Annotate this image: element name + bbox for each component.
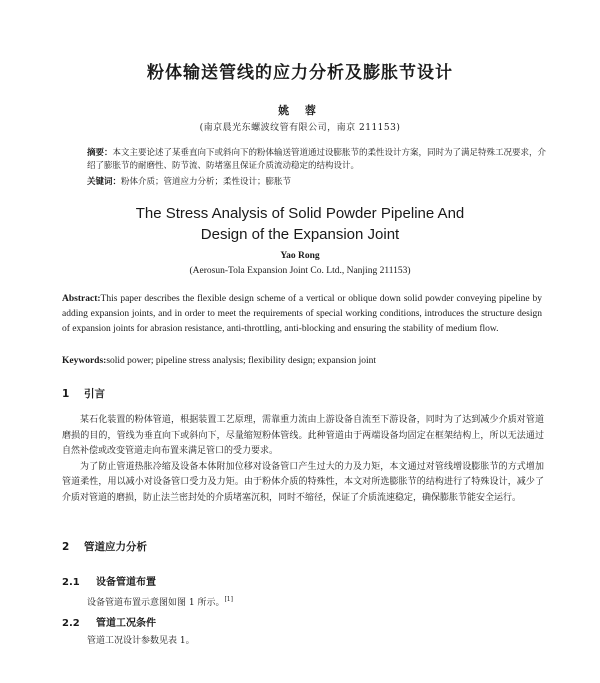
chinese-abstract-text: 本文主要论述了某垂直向下或斜向下的粉体输送管道通过设膨胀节的柔性设计方案，同时为了满足特殊工况要求，介绍了膨胀节的耐磨性、防节流、防堵塞且保证介质流动稳定的结构设计。 [87, 148, 547, 171]
citation-ref-1[interactable]: [1] [224, 596, 233, 603]
chinese-abstract-label: 摘要： [87, 148, 113, 158]
chinese-keywords [87, 176, 547, 189]
section-2-1-heading [62, 573, 156, 588]
section-2-1-text [87, 593, 233, 610]
english-abstract-label: Abstract: [62, 294, 101, 304]
chinese-abstract [87, 147, 547, 173]
english-author: Yao Rong [280, 251, 320, 261]
section-2-2-text: 管道工况设计参数见表 1。 [87, 636, 195, 646]
section-2-title: 管道应力分析 [84, 541, 147, 553]
section-1-heading [62, 386, 105, 401]
chinese-keywords-label: 关键词： [87, 177, 122, 187]
section-1-number: 1 [62, 388, 70, 400]
english-abstract [62, 292, 542, 337]
section-2-1-sentence: 设备管道布置示意图如图 1 所示。 [87, 598, 225, 608]
chinese-affiliation: (南京晨光东螺波纹管有限公司，南京 211153) [199, 123, 401, 133]
english-affiliation: (Aerosun-Tola Expansion Joint Co. Ltd., Nanjing 211153) [189, 266, 411, 276]
english-keywords-label: Keywords: [62, 356, 107, 366]
chinese-keywords-text: 粉体介质；管道应力分析；柔性设计；膨胀节 [121, 177, 292, 187]
section-2-2-heading [62, 614, 156, 629]
english-title-line-1: The Stress Analysis of Solid Powder Pipeline And [135, 205, 465, 222]
section-1-title: 引言 [84, 388, 105, 400]
section-2-2-title: 管道工况条件 [96, 618, 156, 629]
section-2-heading [62, 539, 147, 554]
section-2-2-number: 2.2 [62, 618, 80, 629]
english-keywords-text: solid power; pipeline stress analysis; flexibility design; expansion joint [106, 356, 376, 366]
section-1-paragraph-1: 某石化装置的粉体管道，根据装置工艺原理，需靠重力流由上游设备自流至下游设备，同时为了达到减少介质对管道磨损的目的，管线为垂直向下或斜向下，尽量缩短粉体管线。此种管道由于两端设备均固定在框架结构上，所以无法通过自然补偿或改变管道走向布置来满足管口的受力要求。 [62, 415, 544, 456]
section-1-body [62, 413, 544, 506]
english-abstract-text: This paper describes the flexible design scheme of a vertical or oblique down solid powder conveying pipeline by adding expansion joints, and in order to meet the requirements of special working conditions, introduces the structure design of expansion joints for abrasion resistance, anti-throttling, anti-blocking and ensuring the stability of medium flow. [62, 294, 542, 334]
english-title [0, 203, 600, 245]
section-1-paragraph-2: 为了防止管道热胀冷缩及设备本体附加位移对设备管口产生过大的力及力矩，本文通过对管线增设膨胀节的方式增加管道柔性，用以减小对设备管口受力及力矩。由于粉体介质的特殊性，本文对所选膨胀节的结构进行了特殊设计，减少了介质对管道的磨损，防止法兰密封处的介质堵塞沉积，同时不缩径，保证了介质流速稳定，确保膨胀节能安全运行。 [62, 461, 544, 503]
section-2-1-title: 设备管道布置 [96, 577, 156, 588]
english-keywords [62, 354, 542, 368]
section-2-number: 2 [62, 541, 70, 553]
chinese-title: 粉体输送管线的应力分析及膨胀节设计 [147, 63, 453, 83]
chinese-author: 姚 蓉 [278, 104, 322, 117]
english-title-line-2: Design of the Expansion Joint [200, 226, 400, 243]
section-2-1-number: 2.1 [62, 577, 80, 588]
